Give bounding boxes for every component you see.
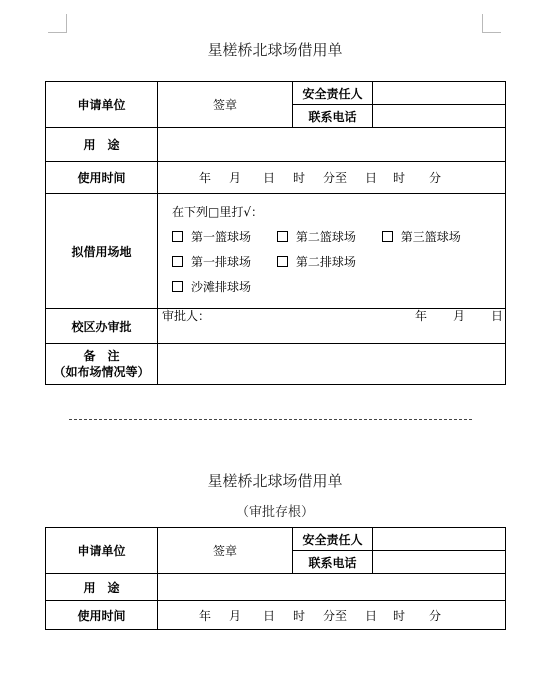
stub-subtitle: （审批存根） xyxy=(235,505,314,520)
end-minute-unit: 分 xyxy=(429,171,442,185)
venue-instruction: 在下列□里打√： xyxy=(172,205,263,219)
end-hour-unit: 时 xyxy=(393,171,406,185)
phone-label: 联系电话 xyxy=(293,551,373,574)
minute-to-unit: 分至 xyxy=(323,171,348,185)
applicant-label: 申请单位 xyxy=(46,82,158,128)
time-field[interactable] xyxy=(158,601,506,630)
end-day-unit: 日 xyxy=(365,608,378,623)
borrow-form-table xyxy=(45,81,506,385)
year-unit: 年 xyxy=(199,608,212,623)
cut-line xyxy=(69,419,472,420)
venue-label: 拟借用场地 xyxy=(46,194,158,309)
time-label: 使用时间 xyxy=(46,601,158,630)
day-unit: 日 xyxy=(263,608,276,623)
end-day-unit: 日 xyxy=(365,171,378,185)
safety-officer-field[interactable] xyxy=(373,82,506,105)
end-hour-unit: 时 xyxy=(393,608,406,623)
reviewer-label: 审批人： xyxy=(162,309,211,323)
stub-form-table xyxy=(45,527,506,630)
applicant-sign-cell[interactable] xyxy=(158,528,293,574)
stub-title: 星槎桥北球场借用单 xyxy=(207,472,343,490)
venue-option[interactable]: 第三篮球场 xyxy=(382,225,461,250)
venue-option[interactable]: 第一篮球场 xyxy=(172,225,251,250)
checkbox-icon[interactable] xyxy=(277,231,288,242)
purpose-label: 用 途 xyxy=(46,574,158,601)
checkbox-icon[interactable] xyxy=(172,231,183,242)
time-field[interactable] xyxy=(158,162,506,194)
month-unit: 月 xyxy=(229,608,242,623)
month-unit: 月 xyxy=(229,171,242,185)
end-minute-unit: 分 xyxy=(429,608,442,623)
applicant-sign-cell[interactable] xyxy=(158,82,293,128)
sign-label: 签章 xyxy=(212,98,237,112)
time-label: 使用时间 xyxy=(46,162,158,194)
remarks-label: 备 注 （如布场情况等） xyxy=(46,344,158,385)
review-label: 校区办审批 xyxy=(46,309,158,344)
year-unit: 年 xyxy=(199,171,212,185)
checkbox-icon[interactable] xyxy=(172,281,183,292)
review-date: 年 月 日 xyxy=(414,309,503,323)
checkbox-icon[interactable] xyxy=(172,256,183,267)
sign-label: 签章 xyxy=(212,544,237,558)
hour-unit: 时 xyxy=(293,608,306,623)
review-field[interactable] xyxy=(158,309,506,344)
remarks-field[interactable] xyxy=(158,344,506,385)
safety-officer-label: 安全责任人 xyxy=(293,82,373,105)
venue-option[interactable]: 沙滩排球场 xyxy=(172,275,251,300)
venue-option[interactable]: 第二篮球场 xyxy=(277,225,356,250)
venue-option[interactable]: 第一排球场 xyxy=(172,250,251,275)
venue-field xyxy=(158,194,506,309)
phone-field[interactable] xyxy=(373,551,506,574)
phone-label: 联系电话 xyxy=(293,105,373,128)
phone-field[interactable] xyxy=(373,105,506,128)
purpose-label: 用 途 xyxy=(46,128,158,162)
purpose-field[interactable] xyxy=(158,128,506,162)
minute-to-unit: 分至 xyxy=(323,608,348,623)
checkbox-icon[interactable] xyxy=(277,256,288,267)
venue-option[interactable]: 第二排球场 xyxy=(277,250,356,275)
safety-officer-field[interactable] xyxy=(373,528,506,551)
safety-officer-label: 安全责任人 xyxy=(293,528,373,551)
applicant-label: 申请单位 xyxy=(46,528,158,574)
purpose-field[interactable] xyxy=(158,574,506,601)
page-corner-mark-right xyxy=(482,14,501,33)
day-unit: 日 xyxy=(263,171,276,185)
page-corner-mark-left xyxy=(48,14,67,33)
hour-unit: 时 xyxy=(293,171,306,185)
form-title: 星槎桥北球场借用单 xyxy=(207,41,343,59)
checkbox-icon[interactable] xyxy=(382,231,393,242)
